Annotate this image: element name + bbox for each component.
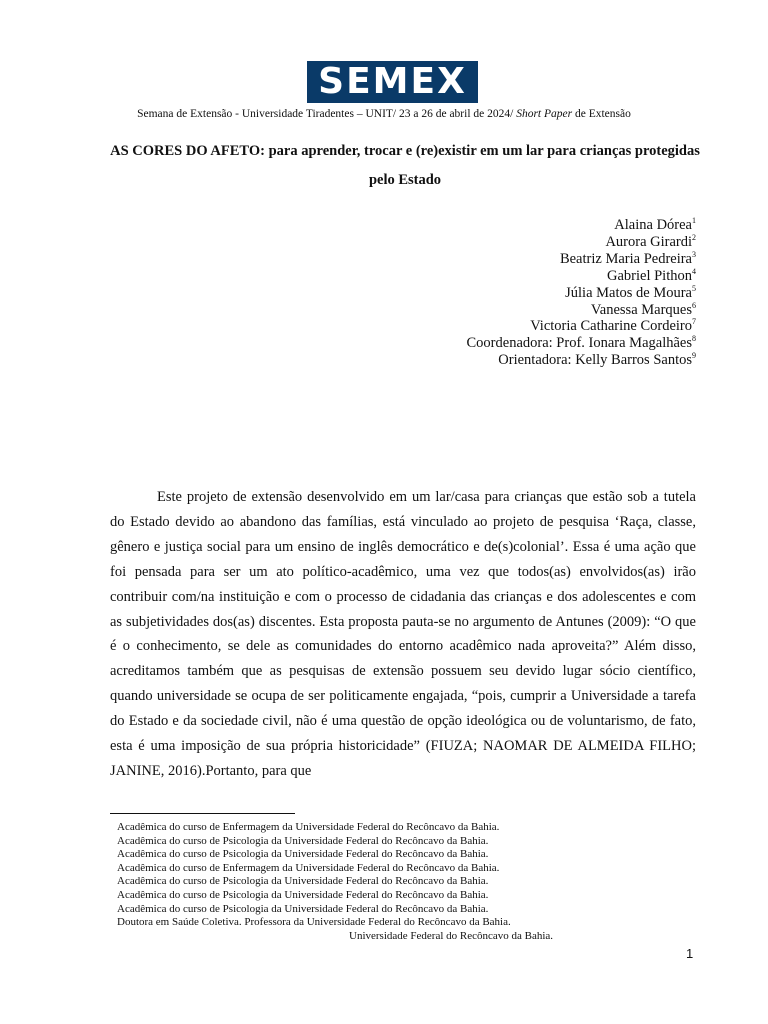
footnote: Doutora em Saúde Coletiva. Professora da Universidade Federal do Recôncavo da Bahia. bbox=[117, 916, 511, 929]
header-italic: Short Paper bbox=[516, 108, 573, 120]
author-name: Aurora Girardi bbox=[605, 233, 692, 250]
footnote: Acadêmica do curso de Psicologia da Universidade Federal do Recôncavo da Bahia. bbox=[117, 834, 489, 847]
paper-title bbox=[110, 137, 700, 195]
author-line bbox=[296, 268, 696, 285]
semex-logo bbox=[307, 61, 478, 103]
conference-header bbox=[0, 108, 768, 120]
coordinator-line bbox=[296, 335, 696, 352]
author-line bbox=[296, 234, 696, 251]
advisor-line bbox=[296, 352, 696, 369]
author-line bbox=[296, 217, 696, 234]
footnote-ref: 5 bbox=[692, 283, 696, 293]
body-paragraph: Este projeto de extensão desenvolvido em um lar/casa para crianças que estão sob a tutela do Estado devido ao abandono das famílias, está vinculado ao projeto de pesquisa ‘Raça, classe, gênero e justiça social para um ensino de inglês democrático e de(s)colonial’. Essa é uma ação que foi pensada para ser um ato político-acadêmico, uma vez que todos(as) envolvidos(as) irão contribuir com/na instituição e com o processo de cidadania das crianças e dos adolescentes e com as subjetividades dos(as) discentes. Esta proposta pauta-se no argumento de Antunes (2009): “O que é o conhecimento, se dele as comunidades do entorno acadêmico nada aproveita?” Além disso, acreditamos também que as pesquisas de extensão possuem seu devido lugar sócio científico, quando universidade se ocupa de ser politicamente engajada, “pois, cumprir a Universidade a tarefa do Estado e da sociedade civil, não é uma questão de opção ideológica ou de voluntarismo, de fato, esta é uma imposição de sua própria historicidade” (FIUZA; NAOMAR DE ALMEIDA FILHO; JANINE, 2016).Portanto, para que bbox=[110, 489, 696, 779]
logo-text: SEMEX bbox=[318, 61, 467, 102]
author-name: Beatriz Maria Pedreira bbox=[559, 250, 692, 267]
author-name: Victoria Catharine Cordeiro bbox=[530, 318, 692, 335]
title-lead: AS CORES DO AFETO: bbox=[110, 143, 265, 159]
footnote-continuation: Universidade Federal do Recôncavo da Bahia. bbox=[349, 929, 554, 942]
footnote: Acadêmica do curso de Psicologia da Universidade Federal do Recôncavo da Bahia. bbox=[117, 875, 489, 888]
author-line bbox=[296, 318, 696, 335]
author-name: Gabriel Pithon bbox=[607, 267, 692, 284]
footnote-ref: 8 bbox=[692, 334, 696, 344]
footnote-ref: 4 bbox=[692, 266, 696, 276]
footnote-ref: 2 bbox=[692, 233, 696, 243]
footnote: Acadêmica do curso de Enfermagem da Universidade Federal do Recôncavo da Bahia. bbox=[117, 861, 500, 874]
footnote-ref: 7 bbox=[692, 317, 696, 327]
page-number: 1 bbox=[686, 946, 694, 961]
footnote: Acadêmica do curso de Psicologia da Universidade Federal do Recôncavo da Bahia. bbox=[117, 902, 489, 915]
author-name: Vanessa Marques bbox=[590, 301, 692, 318]
footnote-ref: 9 bbox=[692, 351, 696, 361]
title-rest: para aprender, trocar e (re)existir em um lar para crianças protegidas pelo Estado bbox=[264, 143, 700, 188]
footnote-divider bbox=[110, 813, 295, 814]
author-line bbox=[296, 302, 696, 319]
author-line bbox=[296, 285, 696, 302]
header-suffix: de Extensão bbox=[572, 108, 631, 120]
footnote: Acadêmica do curso de Psicologia da Universidade Federal do Recôncavo da Bahia. bbox=[117, 888, 489, 901]
author-line bbox=[296, 251, 696, 268]
header-prefix: Semana de Extensão - Universidade Tiradentes – UNIT/ 23 a 26 de abril de 2024/ bbox=[137, 108, 517, 120]
footnote: Acadêmica do curso de Enfermagem da Universidade Federal do Recôncavo da Bahia. bbox=[117, 821, 500, 833]
footnote-ref: 6 bbox=[692, 300, 696, 310]
body-text bbox=[110, 485, 696, 784]
footnote: Acadêmica do curso de Psicologia da Universidade Federal do Recôncavo da Bahia. bbox=[117, 848, 489, 861]
author-list bbox=[296, 217, 696, 369]
author-name: Júlia Matos de Moura bbox=[565, 284, 692, 301]
footnote-ref: 1 bbox=[692, 216, 696, 226]
advisor-name: Orientadora: Kelly Barros Santos bbox=[498, 352, 692, 369]
coordinator-name: Coordenadora: Prof. Ionara Magalhães bbox=[466, 335, 692, 352]
footnote-ref: 3 bbox=[692, 249, 696, 259]
footnotes bbox=[117, 821, 717, 943]
author-name: Alaina Dórea bbox=[614, 217, 692, 233]
